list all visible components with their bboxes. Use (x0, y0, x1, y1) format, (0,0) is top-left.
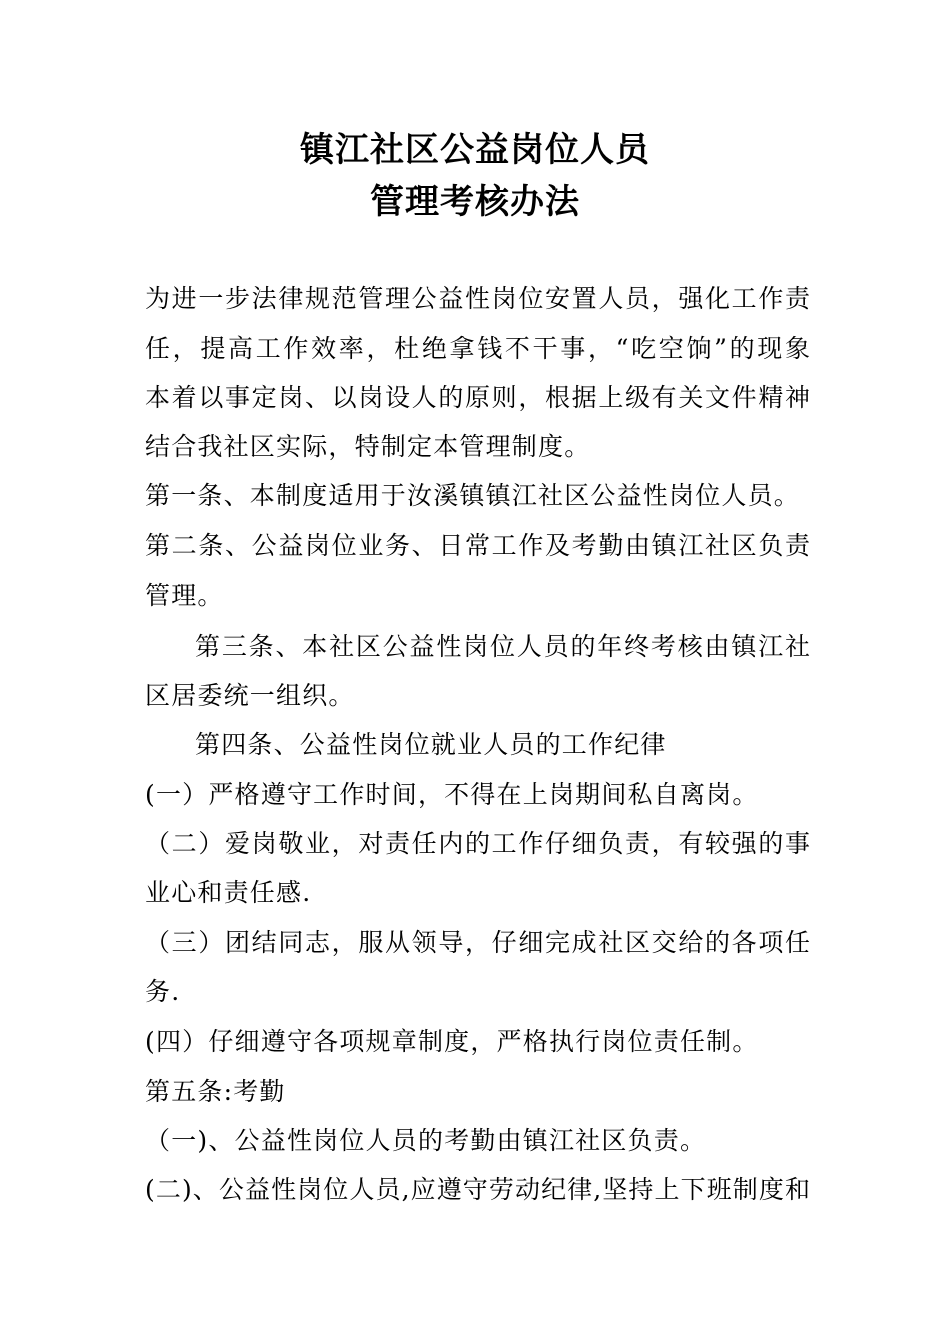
article-2-cont: 管理。 (145, 581, 224, 610)
article-4-item-3: （三）团结同志，服从领导，仔细完成社区交给的各项任 (145, 928, 810, 957)
article-4-item-1: (一）严格遵守工作时间，不得在上岗期间私自离岗。 (145, 780, 759, 809)
article-4-item-4: (四）仔细遵守各项规章制度，严格执行岗位责任制。 (145, 1027, 759, 1056)
article-2: 第二条、公益岗位业务、日常工作及考勤由镇江社区负责 (145, 531, 810, 560)
paragraph-line: 任，提高工作效率，杜绝拿钱不干事，“吃空饷”的现象 (145, 334, 810, 363)
paragraph-line: 本着以事定岗、以岗设人的原则，根据上级有关文件精神 (145, 383, 810, 412)
article-3-cont: 区居委统一组织。 (145, 681, 355, 710)
article-4-item-3-cont: 务. (145, 977, 181, 1006)
article-3: 第三条、本社区公益性岗位人员的年终考核由镇江社 (195, 632, 810, 661)
article-5-item-2: (二)、公益性岗位人员,应遵守劳动纪律,坚持上下班制度和 (145, 1175, 810, 1204)
article-5: 第五条:考勤 (145, 1077, 286, 1106)
document-title-line-2: 管理考核办法 (370, 182, 580, 222)
paragraph-line: 结合我社区实际，特制定本管理制度。 (145, 432, 591, 461)
paragraph-line: 为进一步法律规范管理公益性岗位安置人员，强化工作责 (145, 284, 810, 313)
article-4-item-2: （二）爱岗敬业，对责任内的工作仔细负责，有较强的事 (145, 829, 810, 858)
article-1: 第一条、本制度适用于汝溪镇镇江社区公益性岗位人员。 (145, 481, 801, 510)
article-4: 第四条、公益性岗位就业人员的工作纪律 (195, 730, 667, 759)
article-5-item-1: （一)、公益性岗位人员的考勤由镇江社区负责。 (145, 1126, 707, 1155)
document-title-line-1: 镇江社区公益岗位人员 (300, 130, 650, 170)
article-4-item-2-cont: 业心和责任感. (145, 878, 312, 907)
